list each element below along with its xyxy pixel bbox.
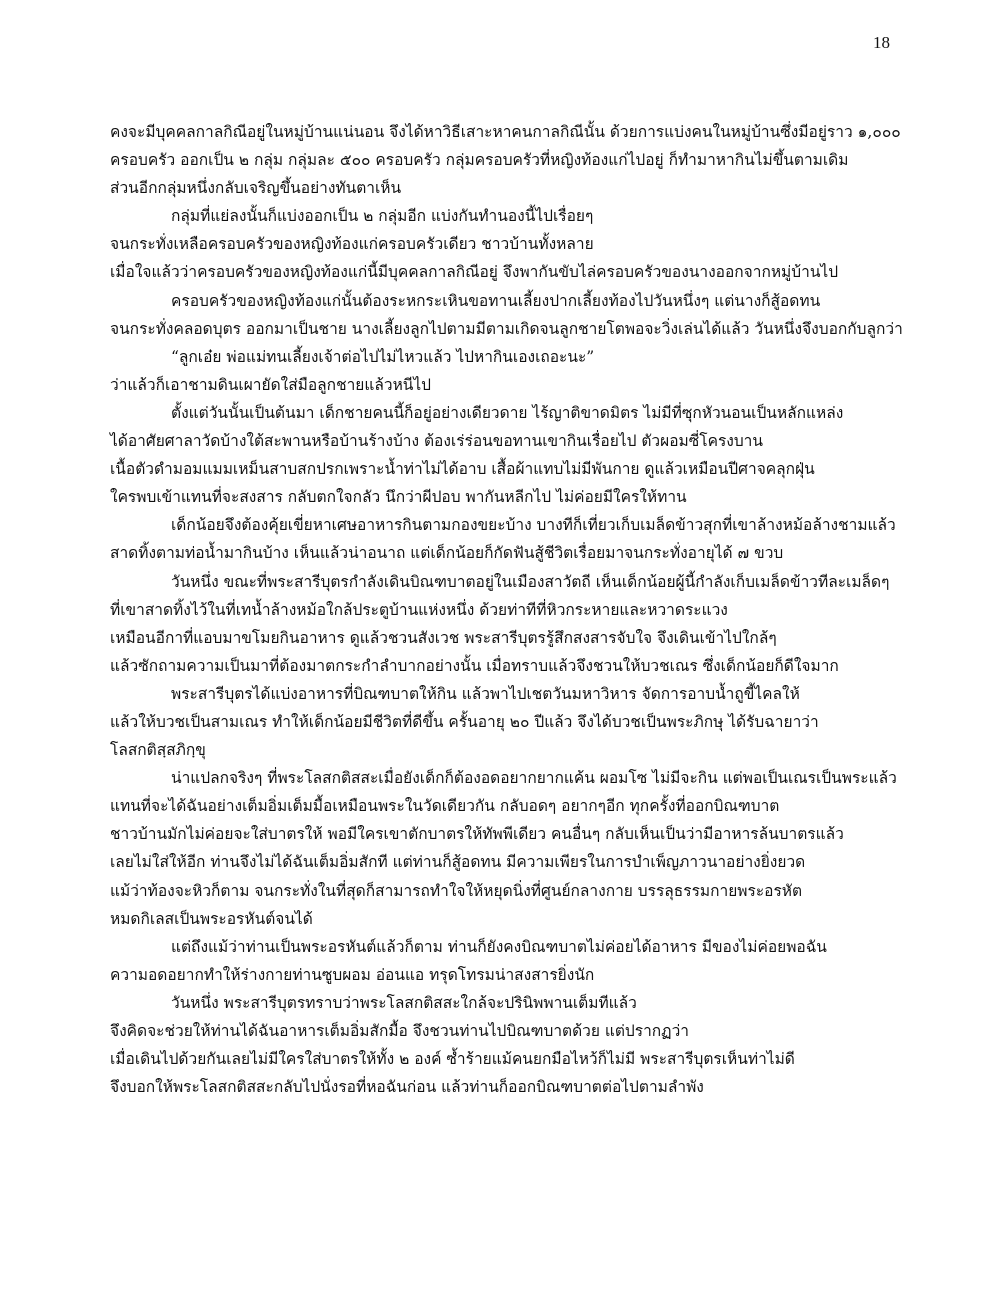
paragraph-start-line: น่าแปลกจริงๆ ที่พระโลสกติสสะเมื่อยังเด็กก็ต้องอดอยากยากแค้น ผอมโซ ไม่มีจะกิน แต่พอเป็นเณรเป็นพระแล้ว	[171, 769, 897, 788]
text-line: จึงบอกให้พระโลสกติสสะกลับไปนั่งรอที่หอฉันก่อน แล้วท่านก็ออกบิณฑบาตต่อไปตามลำพัง	[110, 1078, 704, 1097]
body-text	[110, 118, 910, 1101]
text-line: เมื่อใจแล้วว่าครอบครัวของหญิงท้องแก่นี้มีบุคคลกาลกิณีอยู่ จึงพากันขับไล่ครอบครัวของนางออกจากหมู่บ้านไป	[110, 263, 839, 282]
text-line: โลสกติสฺสภิกฺขุ	[110, 741, 206, 760]
text-line: แทนที่จะได้ฉันอย่างเต็มอิ่มเต็มมื้อเหมือนพระในวัดเดียวกัน กลับอดๆ อยากๆอีก ทุกครั้งที่ออกบิณฑบาต	[110, 797, 780, 816]
text-line: ความอดอยากทำให้ร่างกายท่านซูบผอม อ่อนแอ ทรุดโทรมน่าสงสารยิ่งนัก	[110, 965, 595, 984]
paragraph-start-line: พระสารีบุตรได้แบ่งอาหารที่บิณฑบาตให้กิน แล้วพาไปเชตวันมหาวิหาร จัดการอาบน้ำถูขี้ไคลให้	[171, 684, 800, 703]
paragraph-start-line: เด็กน้อยจึงต้องคุ้ยเขี่ยหาเศษอาหารกินตามกองขยะบ้าง บางทีก็เที่ยวเก็บเมล็ดข้าวสุกที่เขาล้างหม้อล้างชามแล้ว	[171, 516, 896, 535]
text-line: ส่วนอีกกลุ่มหนึ่งกลับเจริญขึ้นอย่างทันตาเห็น	[110, 179, 402, 198]
text-line: ชาวบ้านมักไม่ค่อยจะใส่บาตรให้ พอมีใครเขาตักบาตรให้ทัพพีเดียว คนอื่นๆ กลับเห็นเป็นว่ามีอาหารล้นบาตรแล้ว	[110, 825, 844, 844]
paragraph-start-line: แต่ถึงแม้ว่าท่านเป็นพระอรหันต์แล้วก็ตาม ท่านก็ยังคงบิณฑบาตไม่ค่อยได้อาหาร มีของไม่ค่อยพอฉัน	[171, 937, 827, 956]
text-line: ที่เขาสาดทิ้งไว้ในที่เทน้ำล้างหม้อใกล้ประตูบ้านแห่งหนึ่ง ด้วยท่าทีที่หิวกระหายและหวาดระแวง	[110, 600, 728, 619]
text-line: ว่าแล้วก็เอาชามดินเผายัดใส่มือลูกชายแล้วหนีไป	[110, 375, 432, 394]
text-line: แล้วซักถามความเป็นมาที่ต้องมาตกระกำลำบากอย่างนั้น เมื่อทราบแล้วจึงชวนให้บวชเณร ซึ่งเด็กน้อยก็ดีใจมาก	[110, 656, 839, 675]
text-line: คงจะมีบุคคลกาลกิณีอยู่ในหมู่บ้านแน่นอน จึงได้หาวิธีเสาะหาคนกาลกิณีนั้น ด้วยการแบ่งคนในหมู่บ้านซึ่งมีอยู่ราว ๑,๐๐๐	[110, 123, 901, 141]
text-line: ได้อาศัยศาลาวัดบ้างใต้สะพานหรือบ้านร้างบ้าง ต้องเร่ร่อนขอทานเขากินเรื่อยไป ตัวผอมซี่โครงบาน	[110, 432, 763, 451]
paragraph-start-line: ครอบครัวของหญิงท้องแก่นั้นต้องระหกระเหินขอทานเลี้ยงปากเลี้ยงท้องไปวันหนึ่งๆ แต่นางก็สู้อดทน	[171, 291, 821, 310]
text-line: จนกระทั่งคลอดบุตร ออกมาเป็นชาย นางเลี้ยงลูกไปตามมีตามเกิดจนลูกชายโตพอจะวิ่งเล่นได้แล้ว วันหนึ่งจึงบอกกับลูกว่า	[110, 319, 903, 338]
text-line: แม้ว่าท้องจะหิวก็ตาม จนกระทั่งในที่สุดก็สามารถทำใจให้หยุดนิ่งที่ศูนย์กลางกาย บรรลุธรรมกายพระอรหัต	[110, 881, 803, 900]
text-line: สาดทิ้งตามท่อน้ำมากินบ้าง เห็นแล้วน่าอนาถ แต่เด็กน้อยก็กัดฟันสู้ชีวิตเรื่อยมาจนกระทั่งอายุได้ ๗ ขวบ	[110, 544, 784, 563]
text-line: ใครพบเข้าแทนที่จะสงสาร กลับตกใจกลัว นึกว่าผีปอบ พากันหลีกไป ไม่ค่อยมีใครให้ทาน	[110, 488, 687, 507]
text-line: ครอบครัว ออกเป็น ๒ กลุ่ม กลุ่มละ ๕๐๐ ครอบครัว กลุ่มครอบครัวที่หญิงท้องแก่ไปอยู่ ก็ทำมาหากินไม่ขึ้นตามเดิม	[110, 151, 849, 170]
paragraph-start-line: วันหนึ่ง ขณะที่พระสารีบุตรกำลังเดินบิณฑบาตอยู่ในเมืองสาวัตถี เห็นเด็กน้อยผู้นี้กำลังเก็บเมล็ดข้าวทีละเมล็ดๆ	[171, 572, 890, 591]
text-line: จนกระทั่งเหลือครอบครัวของหญิงท้องแก่ครอบครัวเดียว ชาวบ้านทั้งหลาย	[110, 235, 594, 254]
text-line: จึงคิดจะช่วยให้ท่านได้ฉันอาหารเต็มอิ่มสักมื้อ จึงชวนท่านไปบิณฑบาตด้วย แต่ปรากฏว่า	[110, 1022, 689, 1040]
paragraph-start-line: ตั้งแต่วันนั้นเป็นต้นมา เด็กชายคนนี้ก็อยู่อย่างเดียวดาย ไร้ญาติขาดมิตร ไม่มีที่ซุกหัวนอนเป็นหลักแหล่ง	[171, 403, 844, 422]
quote-line: “ลูกเอ๋ย พ่อแม่ทนเลี้ยงเจ้าต่อไปไม่ไหวแล้ว ไปหากินเองเถอะนะ”	[171, 347, 595, 366]
text-line: หมดกิเลสเป็นพระอรหันต์จนได้	[110, 909, 313, 928]
page-number: 18	[873, 33, 890, 52]
paragraph-start-line: กลุ่มที่แย่ลงนั้นก็แบ่งออกเป็น ๒ กลุ่มอีก แบ่งกันทำนองนี้ไปเรื่อยๆ	[171, 207, 594, 226]
text-line: เหมือนอีกาที่แอบมาขโมยกินอาหาร ดูแล้วชวนสังเวช พระสารีบุตรรู้สึกสงสารจับใจ จึงเดินเข้าไปใกล้ๆ	[110, 628, 777, 647]
text-line: แล้วให้บวชเป็นสามเณร ทำให้เด็กน้อยมีชีวิตที่ดีขึ้น ครั้นอายุ ๒๐ ปีแล้ว จึงได้บวชเป็นพระภิกษุ ได้รับฉายาว่า	[110, 712, 819, 731]
text-line: เมื่อเดินไปด้วยกันเลยไม่มีใครใส่บาตรให้ทั้ง ๒ องค์ ซ้ำร้ายแม้คนยกมือไหว้ก็ไม่มี พระสารีบุตรเห็นท่าไม่ดี	[110, 1050, 795, 1069]
text-line: เนื้อตัวดำมอมแมมเหม็นสาบสกปรกเพราะน้ำท่าไม่ได้อาบ เสื้อผ้าแทบไม่มีพันกาย ดูแล้วเหมือนปีศาจคลุกฝุ่น	[110, 460, 815, 479]
text-line: เลยไม่ใส่ให้อีก ท่านจึงไม่ได้ฉันเต็มอิ่มสักที แต่ท่านก็สู้อดทน มีความเพียรในการบำเพ็ญภาวนาอย่างยิ่งยวด	[110, 853, 806, 872]
paragraph-start-line: วันหนึ่ง พระสารีบุตรทราบว่าพระโลสกติสสะใกล้จะปรินิพพานเต็มทีแล้ว	[171, 993, 637, 1012]
